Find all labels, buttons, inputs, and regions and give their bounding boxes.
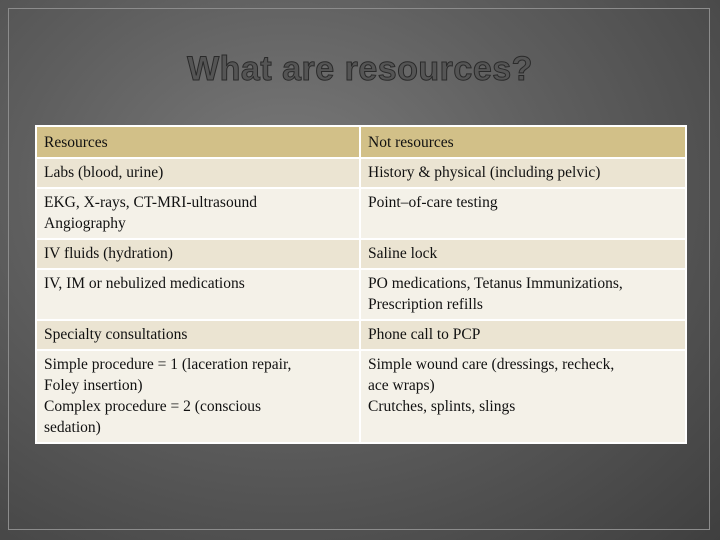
cell-text-line: Point–of-care testing [368, 194, 498, 211]
cell-text-line: Specialty consultations [44, 326, 188, 343]
table-header-row [36, 126, 686, 158]
cell-resources [36, 350, 360, 443]
cell-text-line: Prescription refills [368, 296, 483, 313]
cell-text-line: Labs (blood, urine) [44, 164, 164, 181]
cell-text-line: Complex procedure = 2 (conscious [44, 398, 262, 415]
cell-resources [36, 320, 360, 350]
cell-not-resources [360, 239, 686, 269]
cell-not-resources [360, 269, 686, 320]
table-row [36, 239, 686, 269]
cell-text-line: History & physical (including pelvic) [368, 164, 601, 181]
cell-text-line: EKG, X-rays, CT-MRI-ultrasound [44, 194, 257, 211]
cell-text-line: Angiography [44, 215, 126, 232]
cell-text-line: Foley insertion) [44, 377, 143, 394]
column-header-resources: Resources [36, 126, 360, 158]
cell-not-resources [360, 350, 686, 443]
cell-text-line: PO medications, Tetanus Immunizations, [368, 275, 623, 292]
cell-not-resources [360, 188, 686, 239]
cell-resources [36, 239, 360, 269]
cell-resources [36, 158, 360, 188]
cell-not-resources [360, 320, 686, 350]
cell-resources [36, 188, 360, 239]
table-row [36, 188, 686, 239]
cell-text-line: Phone call to PCP [368, 326, 481, 343]
cell-text-line: IV, IM or nebulized medications [44, 275, 245, 292]
table-body [36, 158, 686, 443]
cell-text-line: IV fluids (hydration) [44, 245, 173, 262]
cell-text-line: sedation) [44, 419, 101, 436]
cell-text-line: Saline lock [368, 245, 438, 262]
column-header-not-resources: Not resources [360, 126, 686, 158]
cell-text-line: Simple wound care (dressings, recheck, [368, 356, 615, 373]
cell-text-line: ace wraps) [368, 377, 435, 394]
table-row [36, 269, 686, 320]
slide-title: What are resources? [187, 50, 533, 88]
cell-text-line: Simple procedure = 1 (laceration repair, [44, 356, 292, 373]
table-row [36, 350, 686, 443]
table-row [36, 158, 686, 188]
cell-text-line: Crutches, splints, slings [368, 398, 516, 415]
cell-resources [36, 269, 360, 320]
resources-table [35, 125, 687, 444]
table-row [36, 320, 686, 350]
cell-not-resources [360, 158, 686, 188]
